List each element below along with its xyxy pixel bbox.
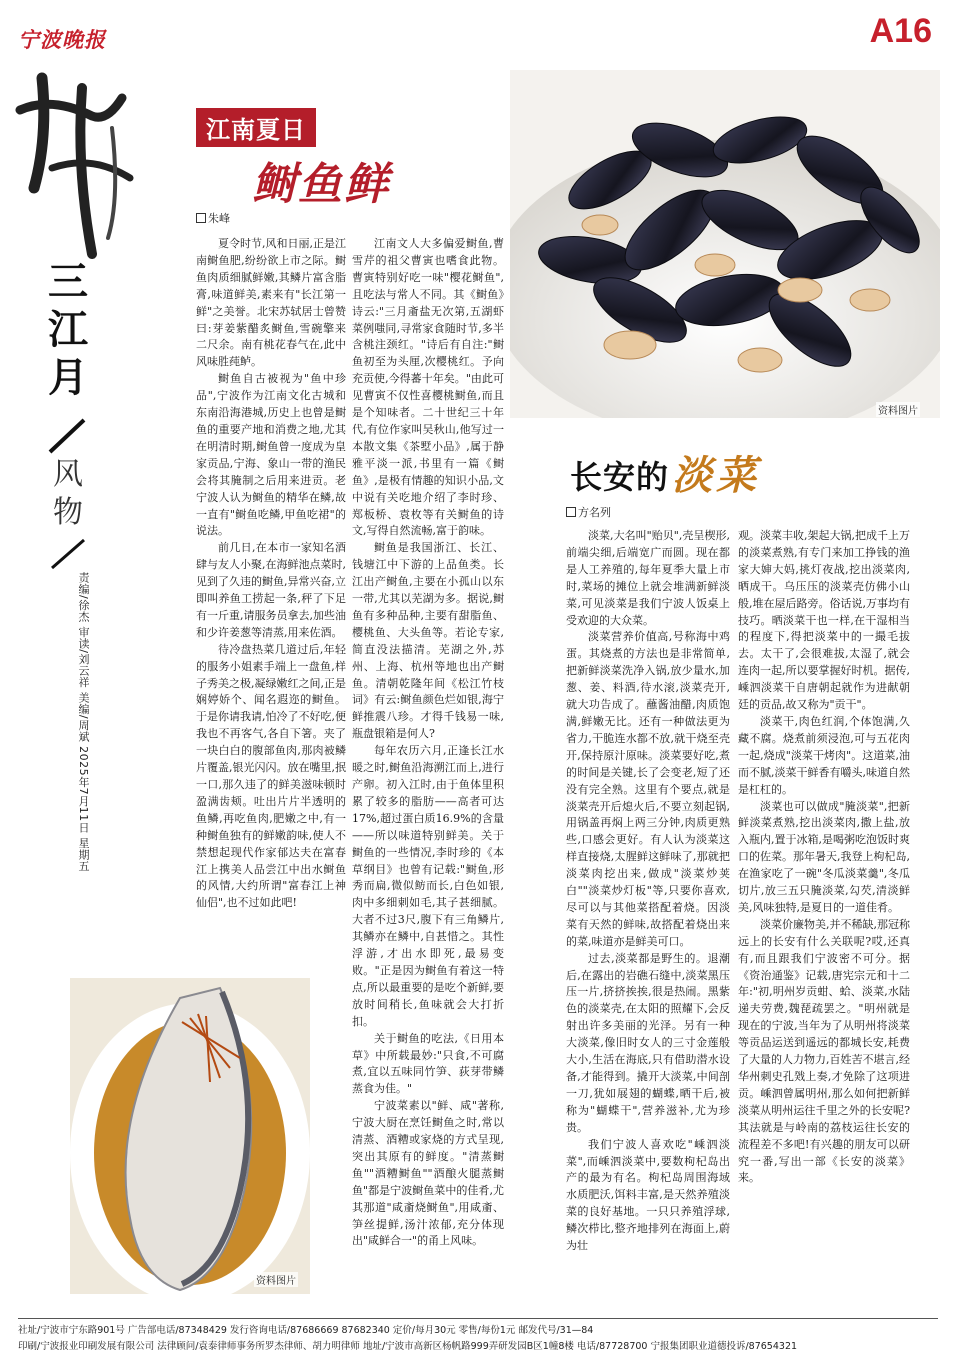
paragraph: 观。淡菜丰收,架起大锅,把成千上万的淡菜煮熟,有专门来加工挣钱的渔家大婶大妈,挑灯夜战,挖出淡菜肉,晒成干。乌压压的淡菜壳仿佛小山般,堆在屋后路旁。俗话说,万事均有技巧。晒淡菜干也一样,在干湿相当的程度下,得把淡菜中的一撮毛拔去。太干了,会很难拔,太湿了,就会连肉一起,所以要掌握好时机。据传,嵊泗淡菜干自唐朝起就作为进献朝廷的贡品,故又称为"贡干"。 — [738, 529, 910, 712]
paragraph: 宁波菜素以"鲜、咸"著称,宁波大厨在烹饪鲥鱼之时,常以清蒸、酒糟或家烧的方式呈现,突出其原有的鲜度。"清蒸鲥鱼""酒糟鲥鱼""酒酿火腿蒸鲥鱼"都是宁波鲥鱼菜中的佳肴,尤其那道"咸齑烧鲥鱼",用咸齑、笋丝提鲜,汤汁浓郁,充分体现出"咸鲜合一"的甬上风味。 — [352, 1099, 504, 1248]
article1-col1 — [196, 236, 346, 984]
masthead: 宁波晚报 — [18, 27, 106, 52]
article2-col1 — [566, 528, 730, 1304]
paragraph: 过去,淡菜都是野生的。退潮后,在露出的岩礁石缝中,淡菜黑压压一片,挤挤挨挨,很是热闹。黑紫色的淡菜壳,在太阳的照耀下,会反射出许多美丽的光泽。另有一种大淡菜,像旧时女人的三寸金莲般大小,生活在海底,只有借助潜水设备,才能得到。撬开大淡菜,中间剖一刀,犹如展翅的蝴蝶,晒干后,被称为"蝴蝶干",营养滋补,尤为珍贵。 — [566, 951, 730, 1134]
paragraph: 江南文人大多偏爱鲥鱼,曹雪芹的祖父曹寅也嗜食此物。曹寅特别好吃一味"樱花鲥鱼",且吃法与常人不同。其《鲥鱼》诗云:"三月齑盐无次第,五湖虾菜例嗤同,寻常家食随时节,多半含桃注颈红。"诗后有自注:"鲥鱼初至为头厘,次樱桃红。予向充贡使,今得蕃十年矣。"由此可见曹寅不仅性喜樱桃鲥鱼,而且是个知味者。二十世纪三十年代,有位作家叫吴秋山,他写过一本散文集《茶墅小品》,属于静雅平淡一派,书里有一篇《鲥鱼》,是极有情趣的知识小品,文中说有关吃地介绍了李时珍、郑板桥、袁枚等有关鲥鱼的诗文,写得自然流畅,富于韵味。 — [352, 237, 504, 538]
paragraph: 前几日,在本市一家知名酒肆与友人小聚,在海鲜池点菜时,见到了久违的鲥鱼,异常兴奋,立即叫养鱼工捞起一条,秤了下足有一斤重,请服务员拿去,加些油和少许姜葱等清蒸,用来佐酒。 — [196, 541, 346, 639]
photo-caption: 资料图片 — [876, 402, 920, 417]
paragraph: 淡菜,大名叫"贻贝",壳呈楔形,前端尖细,后端宽广而圆。现在都是人工养殖的,每年夏季大量上市时,菜场的摊位上就会堆满新鲜淡菜,可见淡菜是我们宁波人饭桌上受欢迎的大众菜。 — [566, 529, 730, 627]
article1-title-callig: 鲥鱼鲜 — [252, 159, 390, 210]
footer-rule — [18, 1318, 938, 1319]
paragraph: 淡菜也可以做成"腌淡菜",把新鲜淡菜煮熟,挖出淡菜肉,撒上盐,放入瓶内,置于冰箱,是喝粥吃泡饭时爽口的佐菜。那年暑天,我登上枸杞岛,在渔家吃了一碗"冬瓜淡菜羹",冬瓜切片,放三五只腌淡菜,勾芡,清淡鲜美,风味独特,是夏日的一道佳肴。 — [738, 799, 910, 914]
footer-line-1: 社址/宁波市宁东路901号 广告部电话/87348429 发行咨询电话/87686669 87682340 定价/每月30元 零售/每份1元 邮发代号/31—84 — [18, 1325, 594, 1336]
slash-divider — [40, 538, 96, 570]
page-number: A16 — [869, 12, 932, 50]
article2-title-black: 长安的 — [570, 458, 670, 496]
paragraph: 待冷盘热菜几道过后,年轻的服务小姐素手端上一盘鱼,样子秀美之极,凝绿嫩红之间,正是娴婷娇个、闻名遐迩的鲥鱼。于是你请我请,怕冷了不好吃,便我也不再客气,各自下箸。夹了一块白白的腹部鱼肉,那肉被鳞片覆盖,银光闪闪。放在嘴里,抿一口,那久违了的鲜美滋味顿时盈满齿颊。吐出片片半透明的鱼鳞,再吃鱼肉,肥嫩之中,有一种鲥鱼独有的鲜嫩韵味,使人不禁想起现代作家郁达夫在富春江上携美人品尝江中出水鲥鱼的风情,大约所谓"富春江上神仙侣",也不过如此吧! — [196, 642, 346, 910]
article2-byline: 方名列 — [566, 504, 611, 520]
footer-line-2: 印刷/宁波报业印刷发展有限公司 法律顾问/袁泰律师事务所罗杰律师、胡力明律师 地址/宁波市高新区杨帆路999弄研发园B区1幢8楼 电话/87728700 宁报集团职业道德投诉/87654321 — [18, 1341, 798, 1352]
paragraph: 鲥鱼自古被视为"鱼中珍品",宁波作为江南文化古城和东南沿海港城,历史上也曾是鲥鱼的重要产地和消费之地,尤其在明清时期,鲥鱼曾一度成为皇家贡品,宁海、象山一带的渔民会将其腌制之后用来进贡。老宁波人认为鲥鱼的精华在鳞,故一直有"鲥鱼吃鳞,甲鱼吃裙"的说法。 — [196, 372, 346, 538]
article1-byline: 朱峰 — [196, 210, 230, 226]
paragraph: 淡菜营养价值高,号称海中鸡蛋。其烧煮的方法也是非常简单,把新鲜淡菜洗净入锅,放少量水,加葱、姜、料酒,待水滚,淡菜壳开,就大功告成了。蘸酱油醋,肉质饱满,鲜嫩无比。还有一种做法更为省力,干脆连水都不放,就干烧至壳开,保持原汁原味。淡菜要好吃,煮的时间是关键,长了会变老,短了还没有完全熟。这里有个要点,就是淡菜壳开后熄火后,不要立刻起锅,用锅盖再焖上两三分钟,肉质更熟些,口感会更好。有人认为淡菜这样直接烧,太腥鲜这鲜味了,那就把淡菜肉挖出来,做成"淡菜炒荚白""淡菜炒灯板"等,只要你喜欢,尽可以与其他菜搭配着烧。因淡菜有天然的鲜味,故搭配着烧出来的菜,味道亦是鲜美可口。 — [566, 630, 730, 948]
article2-col2 — [738, 528, 910, 1304]
page-credits: 责编/徐杰 审读/刘云祥 美编/周斌 2025年7月11日 星期五 — [77, 572, 90, 872]
paragraph: 淡菜干,肉色红润,个体饱满,久藏不腐。烧煮前须浸泡,可与五花肉一起,烧成"淡菜干烤肉"。这道菜,油而不腻,淡菜干鲜香有嚼头,味道自然是杠杠的。 — [738, 714, 910, 796]
column-sub: 风物 — [53, 457, 83, 530]
paragraph: 关于鲥鱼的吃法,《日用本草》中所载最妙:"只食,不可腐煮,宜以五味同竹笋、荻芽带鳞蒸食为佳。" — [352, 1031, 504, 1096]
paragraph: 我们宁波人喜欢吃"嵊泗淡菜",而嵊泗淡菜中,要数枸杞岛出产的最为有名。枸杞岛周围海域水质肥沃,饵料丰富,是天然养殖淡菜的良好基地。一只只养殖浮球,鳞次栉比,整齐地排列在海面上,蔚为壮 — [566, 1137, 730, 1253]
column-name: 三江月 — [48, 258, 88, 401]
column-logo-brush-icon — [12, 58, 142, 268]
article2-title-callig: 淡菜 — [672, 452, 760, 499]
paragraph: 鲥鱼是我国浙江、长江、钱塘江中下游的上品鱼类。长江出产鲥鱼,主要在小孤山以东一带,尤其以芜湖为多。据说,鲥鱼有多种品种,主要有甜脂鱼、樱桃鱼、大头鱼等。若论专家,简直没法描清。芜湖之外,苏州、上海、杭州等地也出产鲥鱼。清朝乾隆年间《松江竹枝词》有云:鲥鱼颜色烂如银,海宁鲜推震八珍。才得千钱易一味,瓶盘银箱是何人? — [352, 541, 504, 741]
article1-col2 — [352, 236, 504, 1304]
photo-shad-fish — [70, 978, 310, 1294]
paragraph: 每年农历六月,正逢长江水暖之时,鲥鱼沿海溯江而上,进行产卵。初入江时,由于鱼体里积累了较多的脂肪——高者可达17%,超过蛋白质16.9%的含量——所以味道特别鲜美。关于鲥鱼的一些情况,李时珍的《本草纲目》也曾有记载:"鲥鱼,形秀而扁,微似鲂而长,白色如银,肉中多细刺如毛,其子甚细腻。大者不过3尺,腹下有三角鳞片,其鳞亦在鳞中,自甚惜之。其性浮游,才出水即死,最易变败。"正是因为鲥鱼有着这一特点,所以最重要的是吃个新鲜,要放时间稍长,鱼味就会大打折扣。 — [352, 744, 504, 1028]
photo-mussels — [510, 70, 940, 418]
article1-title-red: 江南夏日 — [196, 108, 316, 147]
slash-divider — [40, 418, 96, 454]
paragraph: 淡菜价廉物美,并不稀缺,那冠称远上的长安有什么关联呢?哎,还真有,而且跟我们宁波密不可分。据《资治通鉴》记载,唐宪宗元和十二年:"初,明州岁贡蚶、蛤、淡菜,水陆递夫劳费,魏琵疏罢之。"明州就是现在的宁波,当年为了从明州将淡菜等贡品运送到遥远的都城长安,耗费了大量的人力物力,百姓苦不堪言,经华州刺史孔戣上奏,才免除了这项进贡。嵊泗曾属明州,那么如何把新鲜淡菜从明州运往千里之外的长安呢?其法就是与岭南的荔枝运往长安的流程差不多吧!有兴趣的朋友可以研究一番,写出一部《长安的淡菜》来。 — [738, 917, 910, 1185]
paragraph: 夏令时节,风和日丽,正是江南鲥鱼肥,纷纷欲上市之际。鲥鱼肉质细腻鲜嫩,其鳞片富含脂膏,味道鲜美,素来有"长江第一鲜"之美誉。北宋苏轼居士曾赞曰:芽姜紫醋炙鲥鱼,雪碗擎来二尺余。南有桃花春气在,此中风味胜莼鲈。 — [196, 237, 346, 369]
photo-caption: 资料图片 — [254, 1272, 298, 1287]
